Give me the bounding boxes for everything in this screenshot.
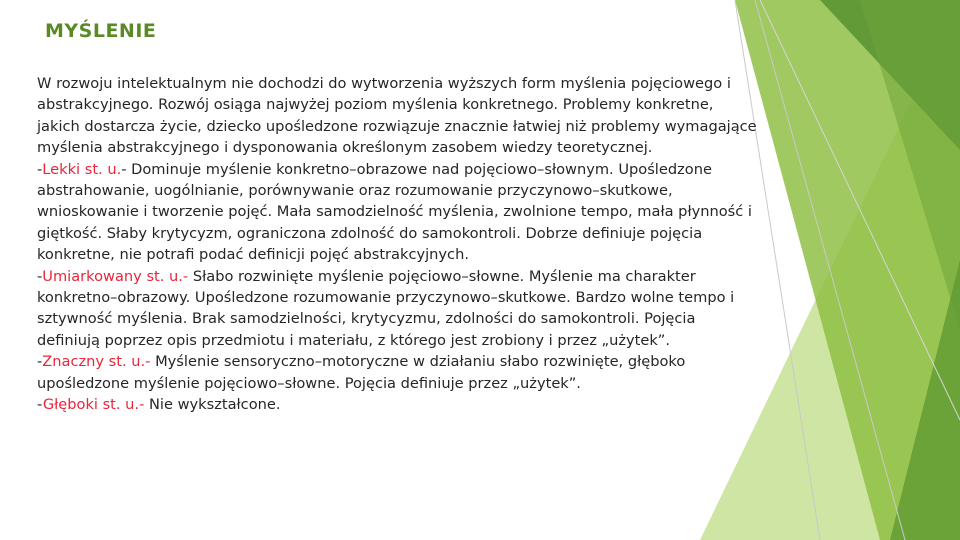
section-prefix: - <box>37 267 43 285</box>
section-text-znaczny: Myślenie sensoryczno–motoryczne w działaniu słabo rozwinięte, głęboko upośledzone myślenie pojęciowo–słowne. Pojęcia definiuje przez „użytek”. <box>37 353 686 392</box>
section-lekki <box>37 159 757 266</box>
section-prefix: - <box>37 160 43 178</box>
section-umiarkowany <box>37 266 757 352</box>
slide-title: MYŚLENIE <box>45 20 157 42</box>
section-znaczny <box>37 351 757 394</box>
section-label-lekki: Lekki st. u. <box>42 160 122 178</box>
slide-body <box>37 73 757 416</box>
section-text-lekki: - Dominuje myślenie konkretno–obrazowe nad pojęciowo–słownym. Upośledzone abstrahowanie, uogólnianie, porównywanie oraz rozumowanie przyczynowo–skutkowe, wnioskowanie i tworzenie pojęć. Mała samodzielność myślenia, zwolnione tempo, mała płynność i giętkość. Słaby krytycyzm, ograniczona zdolność do samokontroli. Dobrze definiuje pojęcia konkretne, nie potrafi podać definicji pojęć abstrakcyjnych. <box>37 160 752 264</box>
section-prefix: - <box>37 396 43 414</box>
section-gleboki <box>37 394 757 415</box>
section-text-umiarkowany: Słabo rozwinięte myślenie pojęciowo–słowne. Myślenie ma charakter konkretno–obrazowy. Upośledzone rozumowanie przyczynowo–skutkowe. Bardzo wolne tempo i sztywność myślenia. Brak samodzielności, krytycyzmu, zdolności do samokontroli. Pojęcia definiują poprzez opis przedmiotu i materiału, z którego jest zrobiony i przez „użytek”. <box>37 267 735 349</box>
section-text-gleboki: Nie wykształcone. <box>144 396 281 414</box>
section-label-gleboki: Głęboki st. u.- <box>42 396 145 414</box>
section-prefix: - <box>37 353 43 371</box>
section-label-umiarkowany: Umiarkowany st. u.- <box>42 267 189 285</box>
intro-paragraph: W rozwoju intelektualnym nie dochodzi do wytworzenia wyższych form myślenia pojęciowego i abstrakcyjnego. Rozwój osiąga najwyżej poziom myślenia konkretnego. Problemy konkretne, jakich dostarcza życie, dziecko upośledzone rozwiązuje znacznie łatwiej niż problemy wymagające myślenia abstrakcyjnego i dysponowania określonym zasobem wiedzy teoretycznej. <box>37 75 757 157</box>
section-label-znaczny: Znaczny st. u.- <box>42 353 151 371</box>
